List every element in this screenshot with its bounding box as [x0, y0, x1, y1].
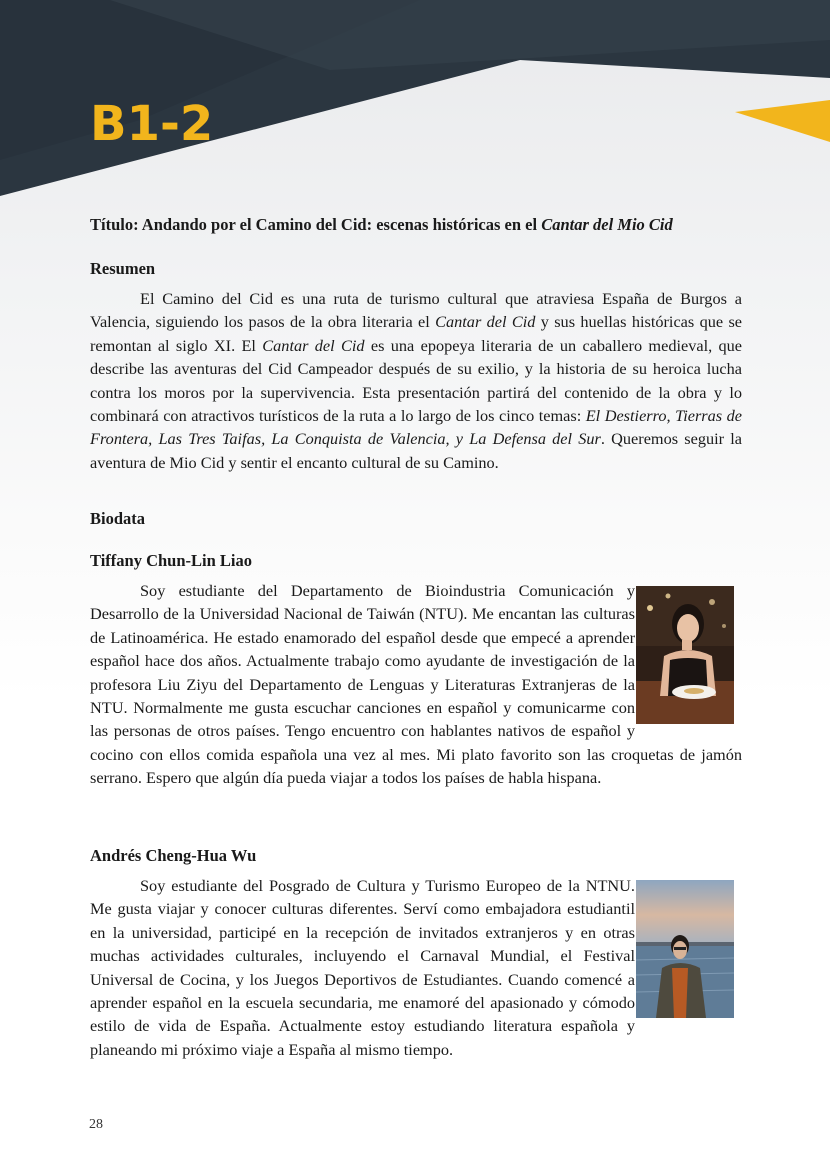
person2-name: Andrés Cheng-Hua Wu	[90, 846, 257, 865]
page-number: 28	[89, 1117, 103, 1132]
person2-bio: Soy estudiante del Posgrado de Cultura y Turismo Europeo de la NTNU. Me gusta viajar y conocer culturas diferentes. Serví como embajadora estudiantil en la universidad, participé en la recepción de invitados extranjeros y en otras muchas actividades culturales, incluyendo el Carnaval Mundial, el Festival Universal de Cocina, y los Juegos Deportivos de Estudiantes. Cuando comencé a aprender español en la escuela secundaria, me enamoré del apasionado y cómodo estilo de vida de España. Actualmente estoy estudiando literatura española y planeando mi próximo viaje a España al mismo tiempo.	[90, 874, 742, 1061]
summary-heading: Resumen	[90, 259, 156, 278]
section-badge: B1-2	[90, 96, 214, 152]
person2-photo	[636, 880, 734, 1018]
summary-paragraph: El Camino del Cid es una ruta de turismo cultural que atraviesa España de Burgos a Valencia, siguiendo los pasos de la obra literaria el Cantar del Cid y sus huellas históricas que se remontan al siglo XI. El Cantar del Cid es una epopeya literaria de un caballero medieval, que describe las aventuras del Cid Campeador después de su exilio, y la historia de su heroica lucha contra los moros por la supervivencia. Esta presentación partirá del contenido de la obra y lo combinará con atractivos turísticos de la ruta a lo largo de los cinco temas: El Destierro, Tierras de Frontera, Las Tres Taifas, La Conquista de Valencia, y La Defensa del Sur. Queremos seguir la aventura de Mio Cid y sentir el encanto cultural de su Camino.	[90, 289, 743, 472]
person1-photo	[636, 586, 734, 724]
biodata-heading: Biodata	[90, 509, 146, 528]
person1-name: Tiffany Chun-Lin Liao	[90, 551, 253, 570]
person1-bio: Soy estudiante del Departamento de Bioindustria Comunicación y Desarrollo de la Universidad Nacional de Taiwán (NTU). Me encantan las culturas de Latinoamérica. He estado enamorado del español desde que empecé a aprender español hace dos años. Actualmente trabajo como ayudante de investigación de la profesora Liu Ziyu del Departamento de Lenguas y Literaturas Extranjeras de la NTU. Normalmente me gusta escuchar canciones en español y comunicarme con las personas de otros países. Tengo encuentro con hablantes nativos de español y cocino con ellos comida española una vez al mes. Mi plato favorito son las croquetas de jamón serrano. Espero que algún día pueda viajar a todos los países de habla hispana.	[90, 581, 742, 788]
document-title: Título: Andando por el Camino del Cid: escenas históricas en el Cantar del Mio Cid	[90, 215, 673, 234]
